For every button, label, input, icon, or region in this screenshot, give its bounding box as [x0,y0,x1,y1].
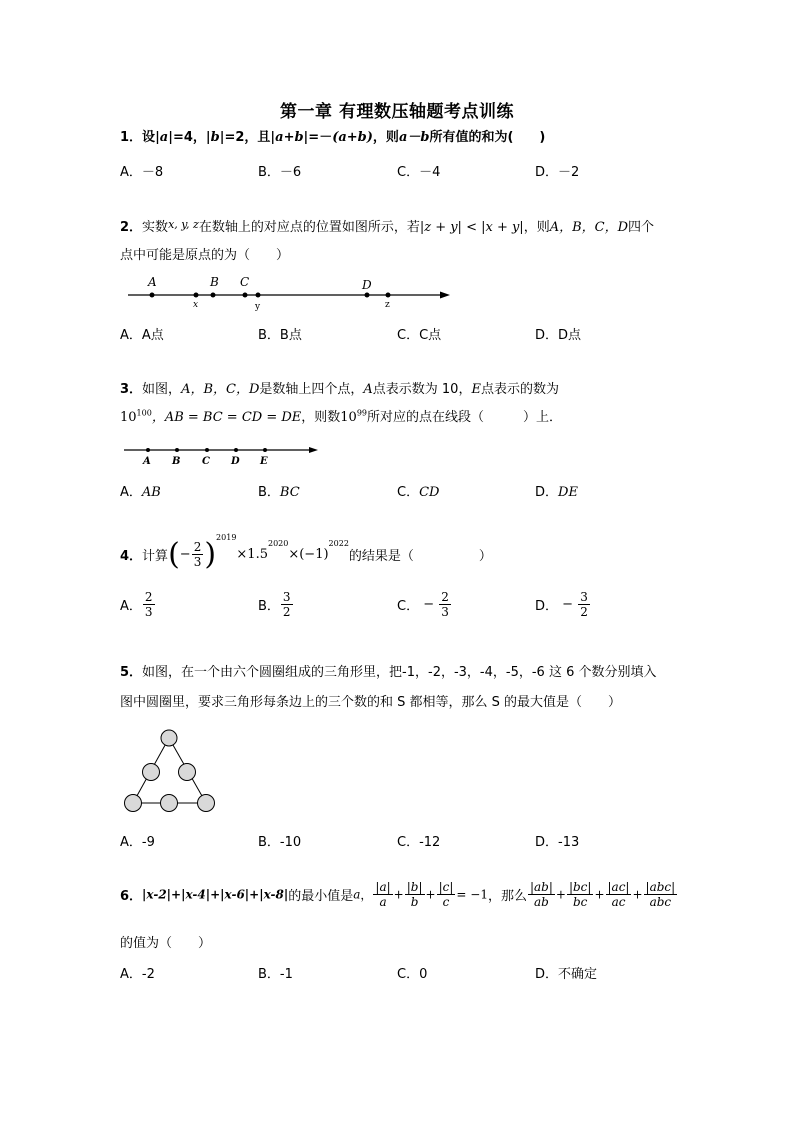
label-c: C [202,456,210,467]
point-y [256,293,261,298]
question-3-text: 3．如图，A，B，C，D是数轴上四个点，A点表示数为 10，E点表示的数为 [120,382,559,397]
label-y: y [255,302,261,312]
label-b: B [172,456,181,467]
circle-right-middle [179,764,196,781]
question-4-text: 4．计算(− $\frac{2}{3}$ )$^{2019}\times 1.5^{2020}\times(-1)^{2022}$的结果是（ ） [120,533,492,572]
label-a: A [148,275,157,289]
label-c: C [240,275,250,289]
question-5-option-c[interactable]: C．-12 [397,835,441,850]
point-b [175,448,179,452]
question-1-option-c[interactable]: C．－4 [397,165,441,180]
question-3-option-c[interactable]: C．CD [397,485,440,500]
label-x: x [193,300,199,310]
point-b [211,293,216,298]
point-c [243,293,248,298]
point-d [365,293,370,298]
question-6-text: 6．|x-2|+|x-4|+|x-6|+|x-8|的最小值是a， $\frac{|a|}{a}$ + $\frac{|b|}{b}$ + $\frac{|c|}{c}$ = −1，那么 $\frac{|ab|}{ab}$ + $\frac{|bc|}{bc}$ + $\frac{|ac|}{ac}$ + $\frac{\text{|abc|}}{\text{abc}}$ [120,880,676,909]
question-2-option-d[interactable]: D．D点 [535,328,582,343]
page-title: 第一章 有理数压轴题考点训练 [280,102,514,122]
question-1-option-a[interactable]: A．－8 [120,165,164,180]
question-1-option-d[interactable]: D．－2 [535,165,580,180]
circle-top [161,730,177,746]
fraction: $\frac{2}{3}$ [193,540,202,569]
question-4-option-c[interactable]: C． − $\frac{2}{3}$ [397,590,449,619]
question-5-text: 5．如图，在一个由六个圆圈组成的三角形里，把-1，-2，-3，-4，-5，-6 这 6 个数分别填入 [120,665,657,680]
question-3-option-a[interactable]: A．AB [120,485,161,500]
question-1-option-b[interactable]: B．－6 [258,165,302,180]
question-2-option-a[interactable]: A．A点 [120,328,164,343]
arrow-head-icon [440,292,450,299]
question-5-option-a[interactable]: A．-9 [120,835,155,850]
point-a [150,293,155,298]
question-2-text-line2: 点中可能是原点的为（ ） [120,248,290,263]
point-e [263,448,267,452]
label-e: E [260,456,268,467]
point-c [205,448,209,452]
question-3-text-line2: $10^{100}$，AB = BC = CD = DE，则数$10^{99}$所对应的点在线段（ ）上． [120,408,563,425]
label-d: D [362,278,372,292]
question-2-option-c[interactable]: C．C点 [397,328,442,343]
circle-bottom-middle [161,795,178,812]
arrow-head-icon [309,447,318,453]
question-4-option-a[interactable]: A． $\frac{2}{3}$ [120,590,153,619]
question-5-text-line2: 图中圆圈里，要求三角形每条边上的三个数的和 S 都相等，那么 S 的最大值是（ ） [120,695,622,710]
question-4-option-b[interactable]: B． $\frac{3}{2}$ [258,590,291,619]
point-a [146,448,150,452]
circle-left-middle [143,764,160,781]
question-3-number-line [120,440,330,470]
question-6-text-line2: 的值为（ ） [120,936,212,951]
point-z [386,293,391,298]
point-x [194,293,199,298]
question-2-option-b[interactable]: B．B点 [258,328,302,343]
question-5-option-d[interactable]: D．-13 [535,835,580,850]
question-5-triangle-figure [118,728,222,816]
question-6-option-d[interactable]: D．不确定 [535,967,598,982]
question-6-option-c[interactable]: C．0 [397,967,428,982]
question-1-text: 1．设|a|=4，|b|=2，且|a+b|=－(a+b)，则a－b所有值的和为( ) [120,130,546,145]
circle-bottom-left [125,795,142,812]
question-2-text: 2．实数$^{x, y, z}$在数轴上的对应点的位置如图所示，若|z + y| < |x + y|，则A，B，C，D四个 [120,218,655,235]
label-z: z [385,300,390,310]
question-4-option-d[interactable]: D． − $\frac{3}{2}$ [535,590,588,619]
question-2-number-line [120,272,460,314]
label-a: A [143,456,151,467]
question-6-option-a[interactable]: A．-2 [120,967,155,982]
question-6-option-b[interactable]: B．-1 [258,967,293,982]
point-d [234,448,238,452]
question-5-option-b[interactable]: B．-10 [258,835,302,850]
question-3-option-d[interactable]: D．DE [535,485,578,500]
question-3-option-b[interactable]: B．BC [258,485,300,500]
label-d: D [231,456,240,467]
circle-bottom-right [198,795,215,812]
label-b: B [210,275,219,289]
